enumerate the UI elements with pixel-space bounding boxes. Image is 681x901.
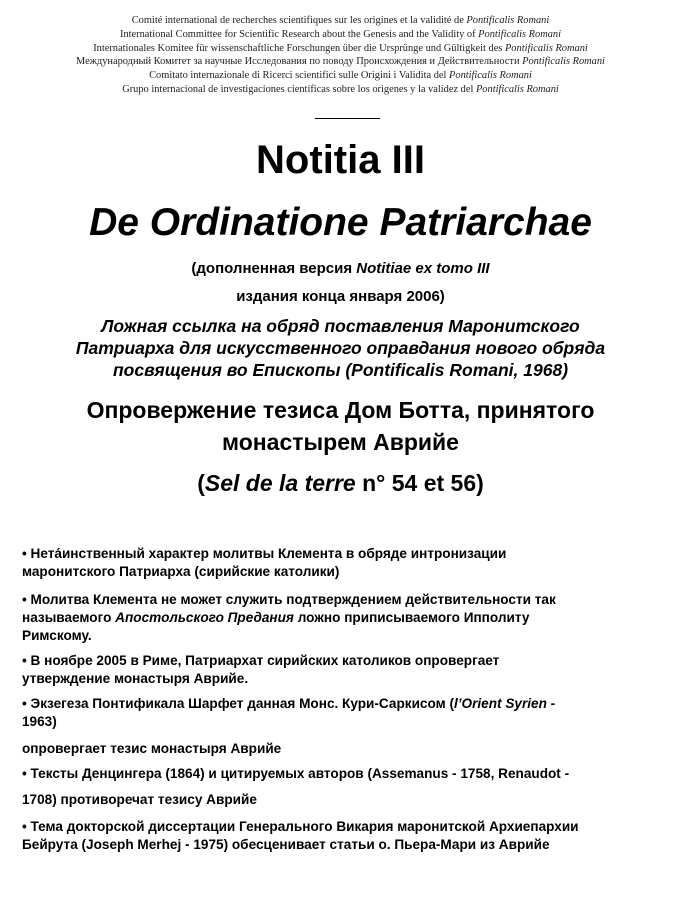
list-item — [22, 695, 672, 731]
header-line-en: International Committee for Scientific Research about the Genesis and the Validity of Pontificalis Romani — [119, 28, 562, 40]
false-reference-line-1: Ложная ссылка на обряд поставления Маронитского — [101, 316, 580, 336]
list-item — [22, 765, 672, 783]
list-item-line: Римскому. — [22, 628, 92, 643]
list-item-line: опровергает тезис монастыря Аврийе — [22, 741, 282, 756]
refutation-line-1: Опровержение тезиса Дом Ботта, принятого — [86, 397, 595, 423]
header-line-it: Comitato internazionale di Ricerci scientifici sulle Origini i Validita del Pontificalis Romani — [149, 70, 532, 82]
header-line-de: Internationales Komitee für wissenschaftliche Forschungen über die Ursprünge und Gültigkeit des Pontificalis Romani — [93, 42, 588, 54]
list-item-line: 1963) — [22, 714, 57, 729]
header-divider — [315, 118, 380, 119]
list-item-line: • Тексты Денцингера (1864) и цитируемых авторов (Assemanus - 1758, Renaudot - — [22, 766, 570, 781]
list-item-line: утверждение монастыря Аврийе. — [22, 671, 249, 686]
list-item-line: • В ноябре 2005 в Риме, Патриархат сирийских католиков опровергает — [22, 653, 500, 668]
header-line-es: Grupo internacional de investigaciones científicas sobre los origenes y la validez del Pontificalis Romani — [122, 83, 559, 95]
page-title-latin: De Ordinatione Patriarchae — [89, 201, 592, 244]
list-item-line: • Молитва Клемента не может служить подтверждением действительности так — [22, 592, 556, 607]
list-item — [22, 818, 672, 854]
false-reference-line-3: посвящения во Епископы (Pontificalis Romani, 1968) — [112, 360, 569, 380]
header-line-ru: Международный Комитет за научные Исследования по поводу Происхождения и Действительности Pontificalis Romani — [76, 56, 605, 68]
list-item-line: называемого Апостольского Предания ложно приписываемого Ипполиту — [22, 610, 530, 625]
page-title: Notitia III — [256, 138, 425, 182]
list-item-line: • Нета́инственный характер молитвы Клемента в обряде интронизации — [22, 546, 507, 561]
list-item-line: маронитского Патриарха (сирийские католики) — [22, 564, 340, 579]
refutation-heading — [0, 394, 681, 458]
list-item — [22, 740, 672, 758]
subtitle-line-2: издания конца января 2006) — [236, 288, 445, 305]
list-item — [22, 545, 672, 581]
list-item — [22, 652, 672, 688]
list-item — [22, 591, 672, 645]
list-item-line: 1708) противоречат тезису Аврийе — [22, 792, 257, 807]
header-line-fr: Comité international de recherches scientifiques sur les origines et la validité de Pontificalis Romani — [131, 15, 550, 26]
list-item-line: Бейрута (Joseph Merhej - 1975) обесценивает статьи о. Пьера-Мари из Аврийе — [22, 837, 550, 852]
list-item-line: • Экзегеза Понтификала Шарфет данная Монс. Кури-Саркисом (l’Orient Syrien - — [22, 696, 556, 711]
list-item-line: • Тема докторской диссертации Генерального Викария маронитской Архиепархии — [22, 819, 579, 834]
refutation-line-2: монастырем Аврийе — [222, 429, 459, 455]
list-item — [22, 791, 672, 809]
committee-header — [0, 14, 681, 97]
journal-reference: (Sel de la terre n° 54 et 56) — [197, 470, 484, 496]
false-reference-line-2: Патриарха для искусственного оправдания нового обряда — [75, 338, 606, 358]
false-reference-heading — [0, 315, 681, 381]
subtitle-line-1: (дополненная версия Notitiae ex tomo III — [191, 260, 490, 277]
